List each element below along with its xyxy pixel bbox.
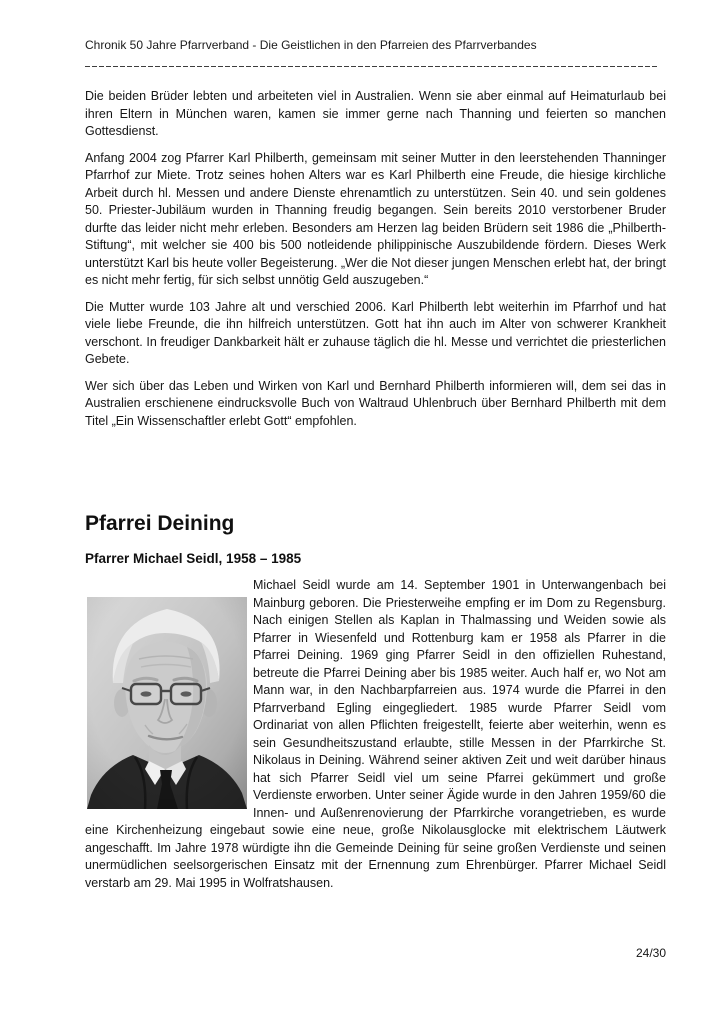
header-divider: [85, 66, 659, 68]
section-heading-pfarrei-deining: Pfarrei Deining: [85, 512, 235, 535]
paragraph-philberth-4: Wer sich über das Leben und Wirken von Karl und Bernhard Philberth informieren will, dem sei das in Australien erschienene eindrucksvolle Buch von Waltraud Uhlenbruch über Bernhard Philberth mit dem Titel „Ein Wissenschaftler erlebt Gott“ empfohlen.: [85, 378, 666, 428]
paragraph-philberth-1: Die beiden Brüder lebten und arbeiteten viel in Australien. Wenn sie aber einmal auf Heimaturlaub bei ihren Eltern in München waren, kamen sie immer gerne nach Thanning und feierten so manchen Gottesdienst.: [85, 89, 666, 138]
portrait-illustration: [87, 597, 247, 809]
page-number: 24/30: [635, 946, 666, 960]
paragraph-philberth-2: Anfang 2004 zog Pfarrer Karl Philberth, gemeinsam mit seiner Mutter in den leerstehenden Thanninger Pfarrhof zur Miete. Trotz seines hohen Alters war es Karl Philberth eine Freude, die hiesige kirchliche Arbeit durch hl. Messen und andere Dienste ehrenamtlich zu unterstützen. Sein 40. und sein goldenes 50. Priester-Jubiläum wurden in Thanning freudig begangen. Sein bereits 2010 verstorbener Bruder durfte das leider nicht mehr erleben. Besonders am Herzen lag beiden Brüdern seit 1986 die „Philberth-Stiftung“, mit welcher sie 400 bis 500 notleidende philippinische Auszubildende fördern. Dieses Werk unterstützt Karl bis heute voller Begeisterung. „Wer die Not dieser jungen Menschen erlebt hat, der bringt es nicht mehr fertig, für sich selbst unnötig Geld auszugeben.“: [85, 150, 666, 287]
paragraph-seidl-biography: Michael Seidl wurde am 14. September 1901 in Unterwangenbach bei Mainburg geboren. Die Priesterweihe empfing er im Dom zu Regensburg. Nach einigen Stellen als Kaplan in Thalmassing und Weiden sowie als Pfarrer in Wiesenfeld und Rottenburg kam er 1958 als Pfarrer in die Pfarrei Deining. 1969 ging Pfarrer Seidl in den offiziellen Ruhestand, betreute die Pfarrei Deining aber bis 1985 weiter. Auch half er, wo Not am Mann war, in den Nachbarpfarreien aus. 1974 wurde die Pfarrei in den Pfarrverband Egling eingegliedert. 1985 wurde Pfarrer Seidl vom Ordinariat von allen Pflichten freigestellt, feierte aber weiterhin, wenn es sein Gesundheitszustand erlaubte, stille Messen in der Pfarrkirche St. Nikolaus in Deining. Während seiner aktiven Zeit und weit darüber hinaus hat sich Pfarrer Seidl viel um seine Pfarrei gekümmert und große Verdienste erworben. Unter seiner Ägide wurde in den Jahren 1959/60 die Innen- und Außenrenovierung der Pfarrkirche vorangetrieben, es wurde eine Kirchenheizung eingebaut sowie eine neue, große Nikolausglocke mit elektrischem Läutwerk angeschafft. Im Jahre 1978 würdigte ihn die Gemeinde Deining für seine großen Verdienste und seinen unermüdlichen seelsorgerischen Einsatz mit der Ernennung zum Ehrenbürger. Pfarrer Michael Seidl verstarb am 29. Mai 1995 in Wolfratshausen.: [85, 578, 666, 890]
running-header: Chronik 50 Jahre Pfarrverband - Die Geistlichen in den Pfarreien des Pfarrverbandes: [85, 38, 537, 52]
seidl-biography-block: [85, 577, 666, 892]
portrait-photo-michael-seidl: [87, 597, 247, 809]
subheading-pfarrer-michael-seidl: Pfarrer Michael Seidl, 1958 – 1985: [85, 551, 302, 566]
page-content: [85, 38, 666, 892]
paragraph-philberth-3: Die Mutter wurde 103 Jahre alt und verschied 2006. Karl Philberth lebt weiterhin im Pfarrhof und hat viele liebe Freunde, die ihn hilfreich unterstützen. Gott hat ihn auch im Alter von schwerer Krankheit verschont. In freudiger Dankbarkeit hält er zuhause täglich die hl. Messe und verrichtet die priesterlichen Gebete.: [85, 299, 666, 366]
